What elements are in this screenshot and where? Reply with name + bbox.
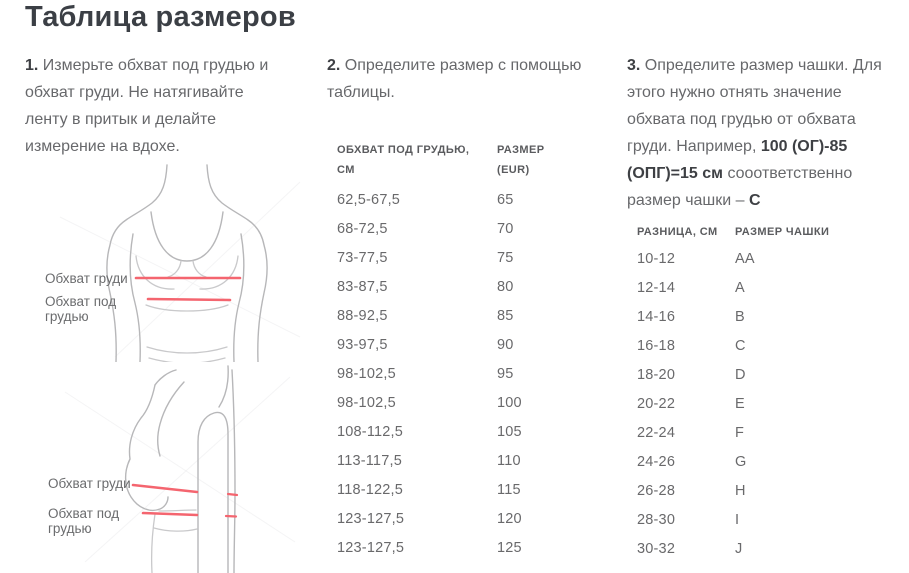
table-cell: 105: [497, 423, 522, 440]
table-cell: 26-28: [637, 482, 676, 499]
table-row: [327, 330, 599, 359]
table-row: [627, 244, 889, 273]
table-cell: 93-97,5: [337, 336, 388, 353]
table-cell: 113-117,5: [337, 452, 402, 469]
table-cell: 108-112,5: [337, 423, 404, 440]
side-torso-illustration: [55, 362, 305, 573]
table-cell: 118-122,5: [337, 481, 404, 498]
table-row: [327, 504, 599, 533]
table-cell: G: [735, 453, 747, 470]
table-row: [327, 388, 599, 417]
step-1-number: 1.: [25, 57, 39, 74]
eur-size-column-header: РАЗМЕР (EUR): [497, 144, 545, 176]
front-bust-label: Обхват груди: [45, 271, 128, 286]
cup-size-table-rows: [627, 244, 889, 563]
table-row: [627, 447, 889, 476]
underbust-column-header: ОБХВАТ ПОД ГРУДЬЮ, СМ: [337, 144, 470, 176]
step-3-body-a: Определите размер чашки. Для этого нужно отнять значение обхвата под грудью от обхвата груди. Например,: [627, 57, 882, 155]
table-row: [627, 389, 889, 418]
table-row: [327, 417, 599, 446]
table-cell: 24-26: [637, 453, 676, 470]
table-row: [627, 331, 889, 360]
table-row: [627, 534, 889, 563]
front-torso-illustration: [55, 162, 305, 362]
side-underbust-measure-line: [143, 513, 197, 515]
table-cell: 88-92,5: [337, 307, 388, 324]
table-cell: 115: [497, 481, 521, 498]
table-row: [627, 505, 889, 534]
table-cell: 95: [497, 365, 514, 382]
side-bust-measure-line: [133, 485, 197, 492]
table-row: [327, 185, 599, 214]
band-size-table-header: [327, 140, 599, 180]
table-cell: 123-127,5: [337, 539, 405, 556]
step-2-number: 2.: [327, 57, 341, 74]
step-3-text: [627, 52, 892, 214]
table-cell: E: [735, 395, 745, 412]
table-cell: 98-102,5: [337, 365, 396, 382]
table-cell: 70: [497, 220, 514, 237]
cup-size-table: [627, 222, 889, 563]
table-cell: 120: [497, 510, 522, 527]
band-size-table-rows: [327, 185, 599, 562]
table-cell: F: [735, 424, 745, 441]
side-bust-label: Обхват груди: [48, 476, 131, 491]
front-underbust-label: Обхват под грудью: [45, 294, 117, 324]
table-cell: J: [735, 540, 743, 557]
bra-outline-sketch: [136, 212, 238, 311]
table-cell: AA: [735, 250, 755, 267]
table-cell: 62,5-67,5: [337, 191, 401, 208]
table-cell: 68-72,5: [337, 220, 388, 237]
table-cell: 22-24: [637, 424, 676, 441]
torso-outline-sketch: [107, 165, 267, 362]
cup-size-table-header: [627, 222, 889, 242]
side-underbust-measure-tick: [226, 516, 236, 517]
table-cell: 65: [497, 191, 514, 208]
table-cell: H: [735, 482, 746, 499]
step-2-text: [327, 52, 592, 106]
table-row: [327, 214, 599, 243]
table-cell: 123-127,5: [337, 510, 405, 527]
table-cell: 18-20: [637, 366, 676, 383]
table-cell: B: [735, 308, 745, 325]
table-cell: 90: [497, 336, 514, 353]
step-1-text: [25, 52, 290, 160]
table-cell: I: [735, 511, 740, 528]
step-3-cup-letter: C: [749, 192, 761, 209]
table-cell: 85: [497, 307, 514, 324]
waist-sketch: [147, 347, 227, 362]
page-title: Таблица размеров: [25, 1, 296, 33]
table-cell: 83-87,5: [337, 278, 388, 295]
table-row: [327, 359, 599, 388]
table-cell: 110: [497, 452, 521, 469]
table-row: [627, 360, 889, 389]
table-cell: 98-102,5: [337, 394, 396, 411]
table-cell: D: [735, 366, 746, 383]
table-row: [327, 533, 599, 562]
table-cell: 14-16: [637, 308, 676, 325]
side-bust-measure-tick: [228, 494, 237, 495]
table-cell: A: [735, 279, 745, 296]
table-row: [627, 302, 889, 331]
front-underbust-measure-line: [148, 299, 230, 300]
table-cell: 10-12: [637, 250, 676, 267]
table-row: [327, 446, 599, 475]
step-3-formula: 100 (ОГ)-85 (ОПГ)=15 см: [627, 138, 848, 182]
table-row: [327, 272, 599, 301]
profile-outline-sketch: [126, 366, 235, 573]
table-cell: 12-14: [637, 279, 676, 296]
table-row: [327, 301, 599, 330]
table-cell: 16-18: [637, 337, 676, 354]
table-cell: 73-77,5: [337, 249, 388, 266]
table-cell: 20-22: [637, 395, 676, 412]
step-3-body-b: сооответственно размер чашки –: [627, 165, 853, 209]
table-row: [627, 273, 889, 302]
table-row: [327, 243, 599, 272]
cup-column-header: РАЗМЕР ЧАШКИ: [735, 226, 830, 238]
step-1-body: Измерьте обхват под грудью и обхват груди. Не натягивайте ленту в притык и делайте измерение на вдохе.: [25, 57, 269, 155]
table-cell: C: [735, 337, 746, 354]
side-underbust-label: Обхват под грудью: [48, 506, 120, 536]
table-cell: 80: [497, 278, 514, 295]
table-row: [327, 475, 599, 504]
difference-column-header: РАЗНИЦА, СМ: [637, 226, 718, 238]
table-cell: 30-32: [637, 540, 676, 557]
table-row: [627, 476, 889, 505]
table-cell: 125: [497, 539, 522, 556]
table-cell: 75: [497, 249, 514, 266]
table-row: [627, 418, 889, 447]
watermark-lines: [60, 182, 300, 357]
step-3-number: 3.: [627, 57, 641, 74]
table-cell: 100: [497, 394, 522, 411]
step-2-body: Определите размер с помощью таблицы.: [327, 57, 582, 101]
band-size-table: [327, 140, 599, 562]
table-cell: 28-30: [637, 511, 676, 528]
